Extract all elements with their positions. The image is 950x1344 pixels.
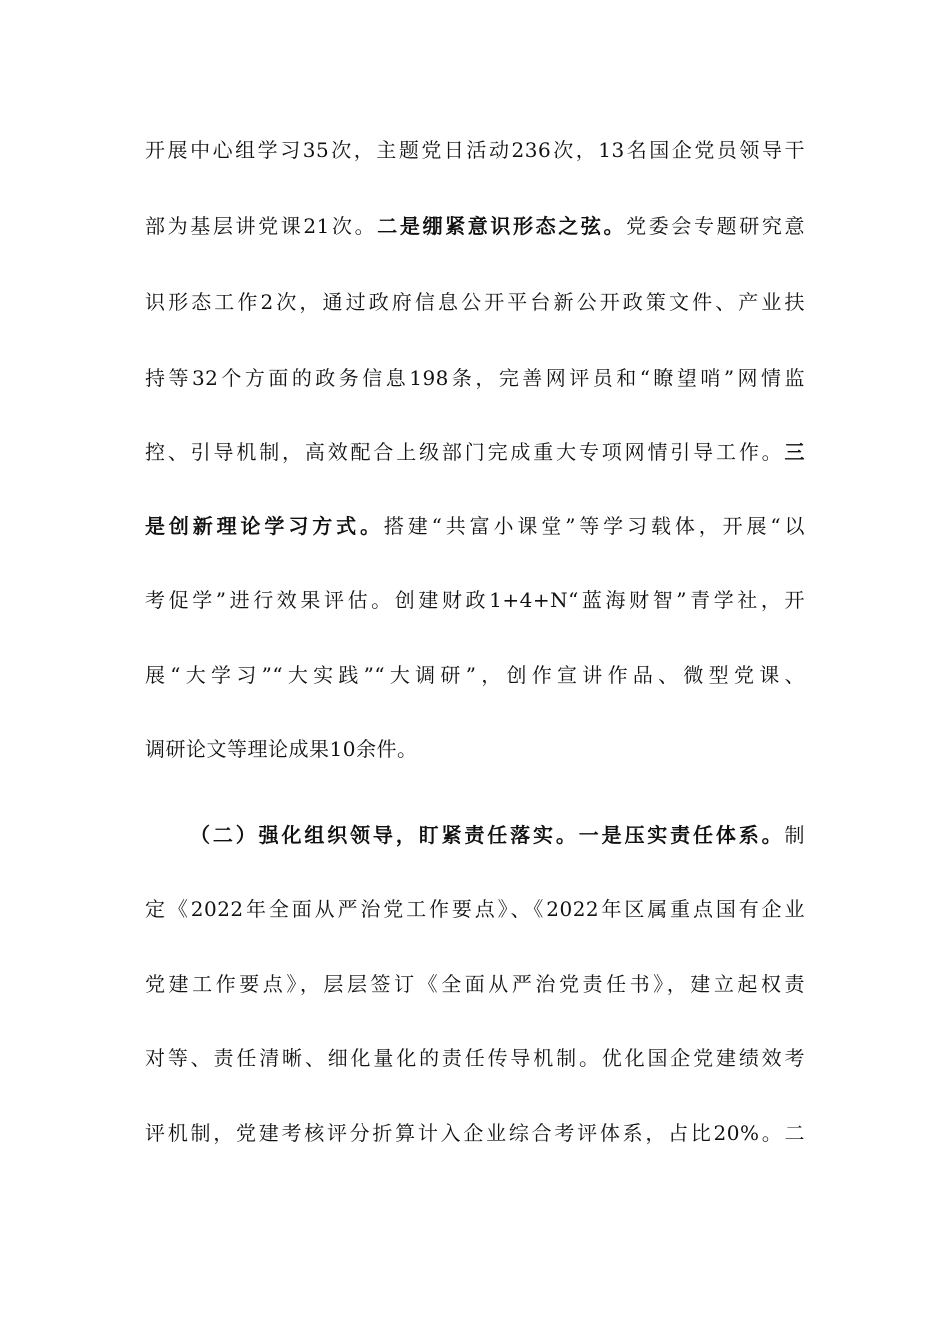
bold-heading-segment: 是创新理论学习方式。	[145, 514, 384, 538]
text-line-13	[145, 1038, 805, 1078]
text-segment: 部为基层讲党课21次。	[145, 214, 378, 238]
text-line-11	[145, 889, 805, 929]
text-segment: 党委会专题研究意	[626, 214, 806, 238]
bold-heading-segment: 二是绷紧意识形态之弦。	[377, 214, 627, 238]
text-line-5	[145, 432, 805, 472]
text-segment: 对等、责任清晰、细化量化的责任传导机制。优化国企党建绩效考	[145, 1046, 805, 1070]
bold-heading-segment: （二）强化组织领导，盯紧责任落实。一是压实责任体系。	[190, 823, 785, 847]
text-segment: 党建工作要点》，层层签订《全面从严治党责任书》，建立起权责	[145, 972, 805, 996]
text-line-3	[145, 282, 805, 322]
text-segment: 制	[784, 823, 805, 847]
text-segment: 识形态工作2次，通过政府信息公开平台新公开政策文件、产业扶	[145, 290, 805, 314]
text-segment: 控、引导机制，高效配合上级部门完成重大专项网情引导工作。	[145, 440, 785, 464]
text-segment: 考促学”进行效果评估。创建财政1+4+N“蓝海财智”青学社，开	[145, 588, 805, 612]
text-line-9	[145, 729, 805, 769]
text-segment: 评机制，党建考核评分折算计入企业综合考评体系，占比20%。二	[145, 1121, 805, 1145]
text-segment: 展“大学习”“大实践”“大调研”，创作宣讲作品、微型党课、	[145, 663, 805, 687]
text-segment: 搭建“共富小课堂”等学习载体，开展“以	[383, 514, 805, 538]
text-line-10	[190, 815, 805, 855]
text-line-7	[145, 580, 805, 620]
bold-heading-segment: 三	[784, 440, 805, 464]
text-line-6	[145, 506, 805, 546]
text-line-1	[145, 130, 805, 170]
text-segment: 持等32个方面的政务信息198条，完善网评员和“瞭望哨”网情监	[145, 366, 805, 390]
text-line-2	[145, 206, 805, 246]
text-line-12	[145, 964, 805, 1004]
text-segment: 调研论文等理论成果10余件。	[145, 737, 418, 761]
text-line-8	[145, 655, 805, 695]
text-segment: 定《2022年全面从严治党工作要点》、《2022年区属重点国有企业	[145, 897, 805, 921]
text-line-14	[145, 1113, 805, 1153]
text-segment: 开展中心组学习35次，主题党日活动236次，13名国企党员领导干	[145, 138, 805, 162]
text-line-4	[145, 358, 805, 398]
